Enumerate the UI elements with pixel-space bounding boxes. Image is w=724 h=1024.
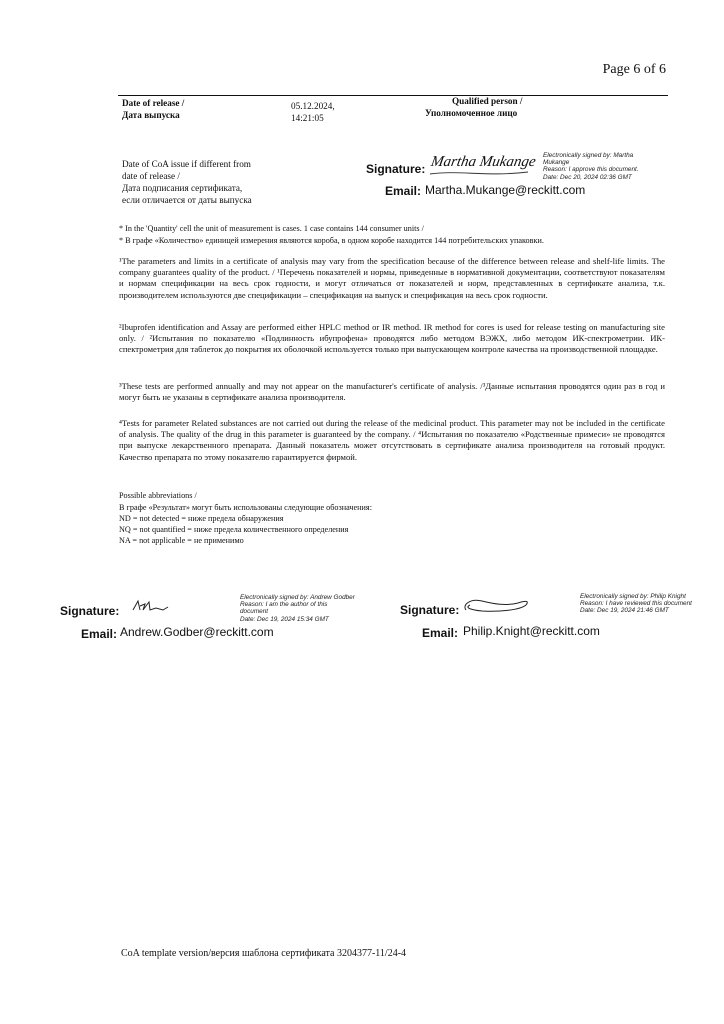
coa-issue-line1: Date of CoA issue if different from <box>122 159 251 169</box>
right-email: Philip.Knight@reckitt.com <box>463 624 600 638</box>
left-sign-meta <box>240 594 355 623</box>
coa-issue-line4: если отличается от даты выпуска <box>122 195 252 205</box>
release-date: 05.12.2024, <box>291 101 335 111</box>
left-signature-label: Signature: <box>60 604 120 618</box>
right-meta-2: Reason: I have reviewed this document <box>580 600 692 608</box>
release-label-en: Date of release / <box>122 98 185 108</box>
left-meta-2: Reason: I am the author of this <box>240 601 328 609</box>
abbreviations-title: Possible abbreviations / <box>119 491 197 500</box>
right-sign-meta <box>580 593 692 615</box>
left-meta-4: Date: Dec 19, 2024 15:34 GMT <box>240 615 329 623</box>
header-rule <box>118 95 668 96</box>
release-time: 14:21:05 <box>291 113 324 123</box>
right-signature-image <box>460 592 532 618</box>
footnote-1: ¹The parameters and limits in a certificate of analysis may vary from the specification because of the difference between release and shelf-life limits. The company guarantees quality of the product. / ¹Перечень показателей и нормы, приведенные в нормативной документации, соответствуют показателям и нормам спецификации на весь срок годности, и могут отличаться от показателей и норм, представленных в сертификате анализа, т.к. производителем используются две спецификации – спецификация на выпуск и спецификация на весь срок годности. <box>119 256 665 300</box>
qp-sign-meta <box>543 152 639 181</box>
left-signature-image <box>130 598 170 616</box>
qp-meta-1: Electronically signed by: Martha <box>543 152 634 159</box>
left-meta-1: Electronically signed by: Andrew Godber <box>240 594 355 601</box>
qp-meta-3: Reason: I approve this document. <box>543 166 639 174</box>
left-email-label: Email: <box>81 627 118 641</box>
qp-email-label: Email: <box>385 184 422 198</box>
left-email: Andrew.Godber@reckitt.com <box>120 625 274 639</box>
qp-meta-4: Date: Dec 20, 2024 02:36 GMT <box>543 173 632 181</box>
coa-issue-line2: date of release / <box>122 171 180 181</box>
footer-template-version: CoA template version/версия шаблона сертификата 3204377-11/24-4 <box>121 948 407 959</box>
coa-issue-line3: Дата подписания сертификата, <box>122 183 243 193</box>
right-email-label: Email: <box>422 626 459 640</box>
abbreviation-nq: NQ = not quantified = ниже предела количественного определения <box>119 525 349 534</box>
release-label-ru: Дата выпуска <box>122 110 180 120</box>
qp-meta-2: Mukange <box>543 159 570 167</box>
abbreviation-na: NA = not applicable = не применимо <box>119 536 244 545</box>
qualified-person-ru: Уполномоченное лицо <box>425 108 518 118</box>
qp-signature-underline <box>428 168 532 178</box>
left-meta-3: document <box>240 608 269 616</box>
abbreviations-intro: В графе «Результат» могут быть использованы следующие обозначения: <box>119 503 372 512</box>
right-meta-3: Date: Dec 19, 2024 21:46 GMT <box>580 607 669 615</box>
right-meta-1: Electronically signed by: Philip Knight <box>580 593 686 600</box>
page-number: Page 6 of 6 <box>602 62 666 77</box>
footnote-2: ²Ibuprofen identification and Assay are performed either HPLC method or IR method. IR method for cores is used for release testing on manufacturing site only. / ²Испытания по показателю «Подлинность ибупрофена» проводятся либо методом ВЭЖХ, либо методом ИК-спектрометрии. ИК-спектрометрия для таблеток до покрытия их оболочкой используется только при выпускающем контроле качества на производственной площадке. <box>119 322 665 355</box>
footnote-3: ³These tests are performed annually and may not appear on the manufacturer's certificate of analysis. /³Данные испытания проводятся один раз в год и могут быть не указаны в сертификате анализа производителя. <box>119 381 665 403</box>
quantity-note-ru: * В графе «Количество» единицей измерения являются короба, в одном коробе находится 144 потребительских упаковки. <box>119 236 544 245</box>
abbreviation-nd: ND = not detected = ниже предела обнаружения <box>119 514 284 523</box>
footnote-4: ⁴Tests for parameter Related substances are not carried out during the release of the medicinal product. This parameter may not be included in the certificate of analysis. The quality of the drug in this parameter is guaranteed by the company. / ⁴Испытания по показателю «Родственные примеси» не проводятся при выпуске лекарственного препарата. Данный показатель может отсутствовать в сертификате анализа производителя на готовый продукт. Качество препарата по этому показателю гарантируется фирмой. <box>119 418 665 462</box>
qp-signature-image: Martha Mukange <box>429 154 538 170</box>
right-signature-label: Signature: <box>400 603 460 617</box>
quantity-note-en: * In the 'Quantity' cell the unit of measurement is cases. 1 case contains 144 consumer units / <box>119 224 424 233</box>
qp-email: Martha.Mukange@reckitt.com <box>425 183 586 197</box>
qp-signature-label: Signature: <box>366 162 426 176</box>
qualified-person-en: Qualified person / <box>452 96 523 106</box>
